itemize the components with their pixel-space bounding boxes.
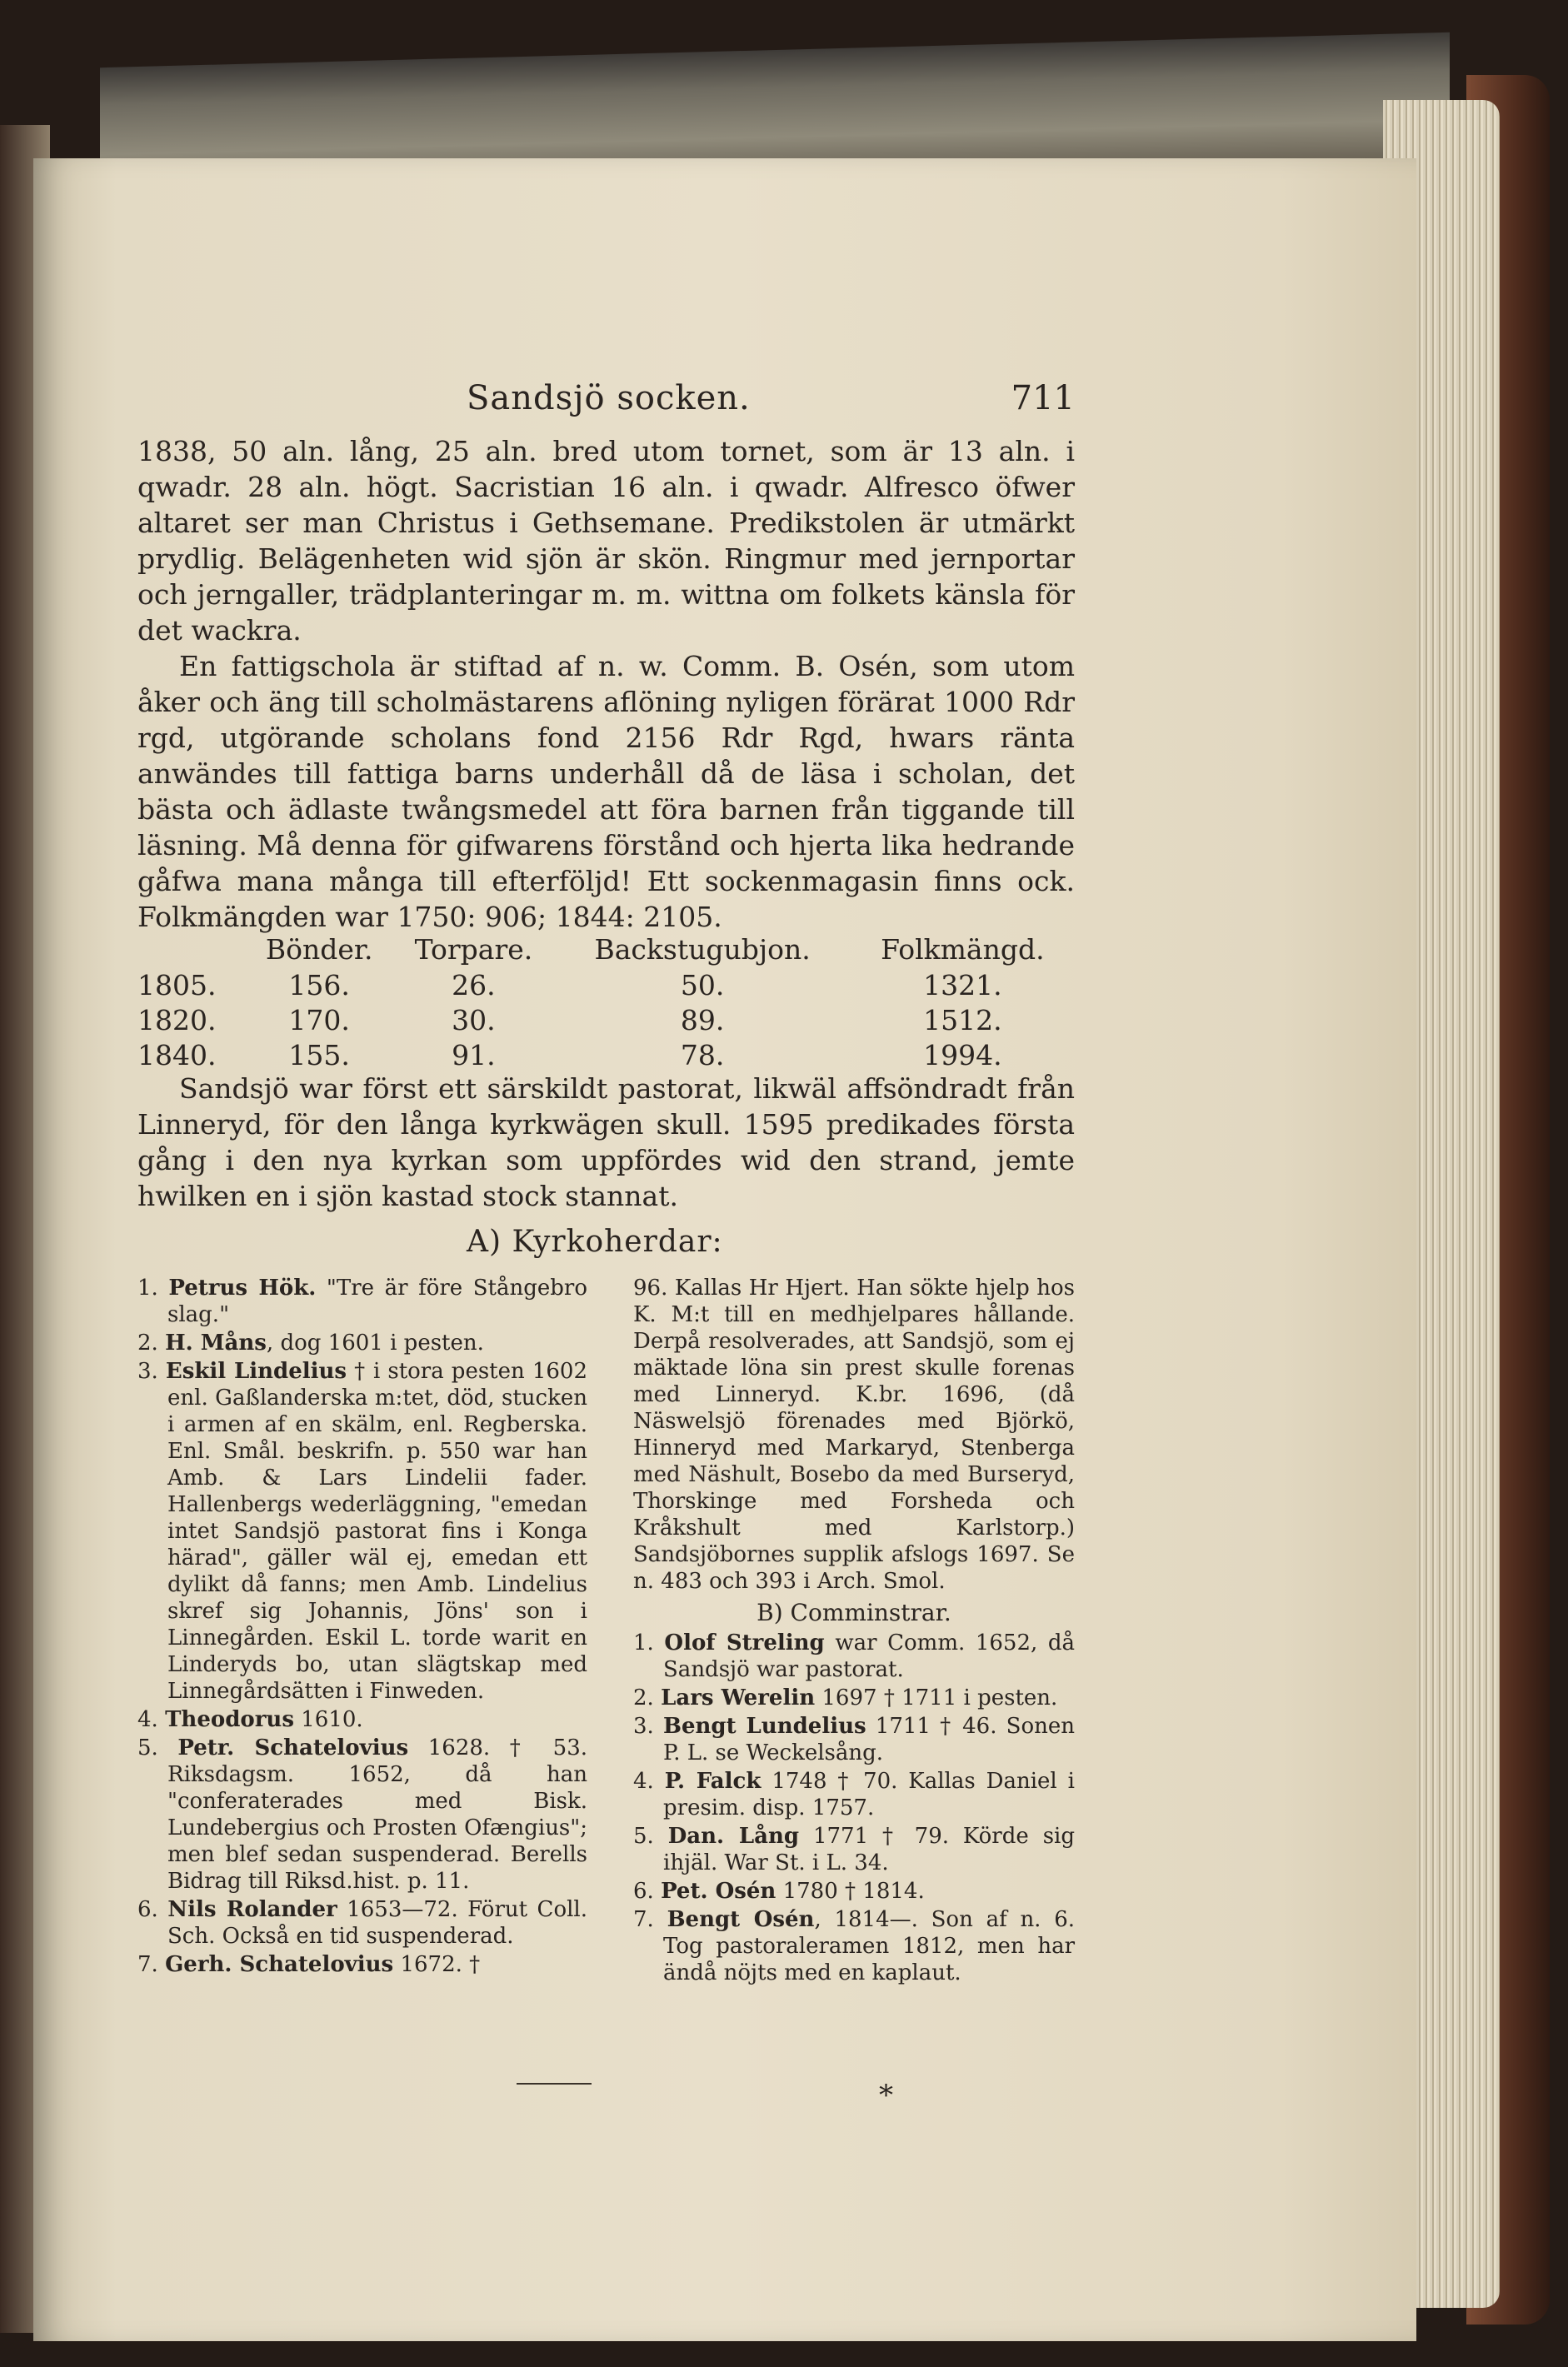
paragraph-1: 1838, 50 aln. lång, 25 aln. bred utom tornet, som är 13 aln. i qwadr. 28 aln. högt. Sacristian 16 aln. i qwadr. Alfresco öfwer altaret ser man Christus i Gethsemane. Predikstolen är utmärkt prydlig. Belägenheten wid sjön är skön. Ringmur med jernportar och jerngaller, trädplanteringar m. m. wittna om folkets känsla för det wackra. — [137, 435, 1075, 647]
entry-number: 2. — [633, 1685, 654, 1710]
entry-number: 4. — [137, 1707, 158, 1732]
entry-text: , 1814—. Son af n. 6. Tog pastoraleramen 1812, men har ändå nöjts med en kaplaut. — [663, 1907, 1075, 1985]
entry-name: Dan. Lång — [667, 1824, 800, 1849]
entry-name: Petr. Schatelovius — [177, 1735, 409, 1760]
divider-rule — [517, 2083, 592, 2085]
entry-text: war Comm. 1652, då Sandsjö war pastorat. — [663, 1630, 1076, 1682]
entry-number: 1. — [137, 1276, 158, 1301]
table-cell: 1840. — [137, 1038, 217, 1071]
table-header — [137, 931, 246, 967]
table-cell: 89. — [680, 1003, 725, 1036]
table-cell: 91. — [452, 1038, 496, 1071]
entry-text: 1780 † 1814. — [776, 1879, 925, 1904]
entry-name: Pet. Osén — [661, 1879, 777, 1904]
entry-number: 5. — [137, 1735, 158, 1760]
entry-number: 4. — [633, 1769, 654, 1794]
section-heading-comminstrar: B) Comminstrar. — [757, 1599, 951, 1626]
table-header-row — [137, 931, 1075, 967]
entry-text: 1697 † 1711 i pesten. — [815, 1685, 1058, 1710]
comminstrar-list — [633, 1630, 1075, 1986]
entry-number: 7. — [137, 1952, 158, 1977]
table-cell: 1512. — [923, 1003, 1002, 1036]
paragraph-2: En fattigschola är stiftad af n. w. Comm. B. Osén, som utom åker och äng till scholmästarens aflöning nyligen förärat 1000 Rdr rgd, utgörande scholans fond 2156 Rdr Rgd, hwars ränta anwändes till fattiga barns underhåll då de läsa i scholan, det bästa och ädlaste twångsmedel att föra barnen från tiggande till läsning. Må denna för gifwarens förstånd och hjerta lika hedrande gåfwa mana många till efterföljd! Ett sockenmagasin finns ock. Folkmängden war 1750: 906; 1844: 2105. — [137, 650, 1075, 933]
table-header: Torpare. — [414, 933, 533, 966]
list-item — [633, 1713, 1075, 1766]
footer-mark: * — [879, 2079, 893, 2112]
entry-number: 7. — [633, 1907, 654, 1932]
list-item — [633, 1823, 1075, 1876]
entry-name: Eskil Lindelius — [165, 1359, 347, 1384]
entry-number: 1. — [633, 1630, 654, 1655]
entry-number: 3. — [633, 1714, 654, 1739]
table-cell: 30. — [452, 1003, 496, 1036]
table-row — [137, 1002, 1075, 1037]
entry-text: 1711 † 46. Sonen P. L. se Weckelsång. — [663, 1714, 1075, 1765]
population-table — [137, 931, 1075, 1072]
table-header: Bönder. — [265, 933, 373, 966]
entry-number: 2. — [137, 1331, 158, 1356]
entry-text: , dog 1601 i pesten. — [266, 1331, 484, 1356]
table-cell: 170. — [288, 1003, 350, 1036]
list-item — [137, 1896, 587, 1950]
list-item — [633, 1630, 1075, 1683]
running-head — [133, 379, 1075, 429]
list-item — [633, 1685, 1075, 1711]
entry-text: 1610. — [293, 1707, 363, 1732]
list-item — [137, 1358, 587, 1705]
entry-name: Gerh. Schatelovius — [165, 1952, 394, 1977]
entry-name: Bengt Osén — [667, 1907, 815, 1932]
table-header: Backstugubjon. — [594, 933, 811, 966]
paragraph-3-text: Sandsjö war först ett särskildt pastorat, likwäl affsöndradt från Linneryd, för den långa kyrkwägen skull. 1595 predikades första gång i den nya kyrkan som uppfördes wid den strand, jemte hwilken en i sjön kastad stock stannat. — [137, 1072, 1075, 1212]
entry-number: 5. — [633, 1824, 654, 1849]
table-cell: 50. — [680, 968, 725, 1001]
list-item — [137, 1275, 587, 1328]
right-column — [633, 1275, 1075, 1988]
page-number: 711 — [1011, 379, 1075, 417]
table-cell: 155. — [288, 1038, 350, 1071]
page-title: Sandsjö socken. — [467, 379, 751, 417]
entry-text: 1653—72. Förut Coll. Sch. Också en tid suspenderad. — [167, 1897, 587, 1949]
entry-number: 6. — [633, 1879, 654, 1904]
table-cell: 1994. — [923, 1038, 1002, 1071]
table-row — [137, 1037, 1075, 1072]
table-cell: 26. — [452, 968, 496, 1001]
right-column-intro: 96. Kallas Hr Hjert. Han sökte hjelp hos K. M:t till en medhjelpares hållande. Derpå resolverades, att Sandsjö, som ej mäktade löna sin prest skulle forenas med Linneryd. K.br. 1696, (då Näswelsjö förenades med Björkö, Hinneryd med Markaryd, Stenberga med Näshult, Bosebo da med Burseryd, Thorskinge med Forsheda och Kråkshult med Karlstorp.) Sandsjöbornes supplik afslogs 1697. Se n. 483 och 393 i Arch. Smol. — [633, 1276, 1075, 1594]
entry-text: 1771 † 79. Körde sig ihjäl. War St. i L. 34. — [663, 1824, 1075, 1875]
entry-name: P. Falck — [664, 1769, 762, 1794]
list-item — [137, 1735, 587, 1895]
table-cell: 78. — [680, 1038, 725, 1071]
entry-text: "Tre är före Stångebro slag." — [167, 1276, 587, 1327]
section-heading-kyrkoherdar: A) Kyrkoherdar: — [467, 1225, 723, 1259]
list-item — [137, 1951, 587, 1978]
entry-name: H. Måns — [165, 1331, 267, 1356]
entry-number: 6. — [137, 1897, 158, 1922]
paragraph-3 — [137, 1071, 1075, 1214]
entry-text: † i stora pesten 1602 enl. Gaßlanderska m:tet, död, stucken i armen af en skälm, enl. Regberska. Enl. Smål. beskrifn. p. 550 war han Amb. & Lars Lindelii fader. Hallenbergs wederläggning, "emedan intet Sandsjö pastorat fins i Konga härad", gäller wäl ej, emedan ett dylikt då fanns; men Amb. Lindelius skref sig Johannis, Jöns' son i Linnegården. Eskil L. torde warit en Linderyds bo, utan slägtskap med Linnegårdsätten i Finweden. — [167, 1359, 587, 1704]
table-cell: 156. — [288, 968, 350, 1001]
table-header: Folkmängd. — [881, 933, 1045, 966]
entry-name: Theodorus — [165, 1707, 294, 1732]
table-cell: 1820. — [137, 1003, 217, 1036]
list-item — [633, 1906, 1075, 1986]
list-item — [633, 1878, 1075, 1905]
entry-name: Lars Werelin — [661, 1685, 816, 1710]
entry-text: 1748 † 70. Kallas Daniel i presim. disp. 1757. — [663, 1769, 1075, 1820]
table-cell: 1805. — [137, 968, 217, 1001]
entry-number: 3. — [137, 1359, 158, 1384]
table-row — [137, 967, 1075, 1002]
entry-name: Olof Streling — [664, 1630, 825, 1655]
list-item — [137, 1706, 587, 1733]
list-item — [137, 1330, 587, 1356]
entry-name: Bengt Lundelius — [662, 1714, 866, 1739]
body-text — [137, 433, 1075, 935]
list-item — [633, 1768, 1075, 1821]
table-cell: 1321. — [923, 968, 1002, 1001]
entry-name: Nils Rolander — [167, 1897, 337, 1922]
entry-text: 1672. † — [393, 1952, 481, 1977]
entry-text: 1628. † 53. Riksdagsm. 1652, då han "conferaterades med Bisk. Lundebergius och Prosten Ofængius"; men blef sedan suspenderad. Berells Bidrag till Riksd.hist. p. 11. — [167, 1735, 588, 1894]
left-column — [137, 1275, 587, 1980]
entry-name: Petrus Hök. — [168, 1276, 317, 1301]
